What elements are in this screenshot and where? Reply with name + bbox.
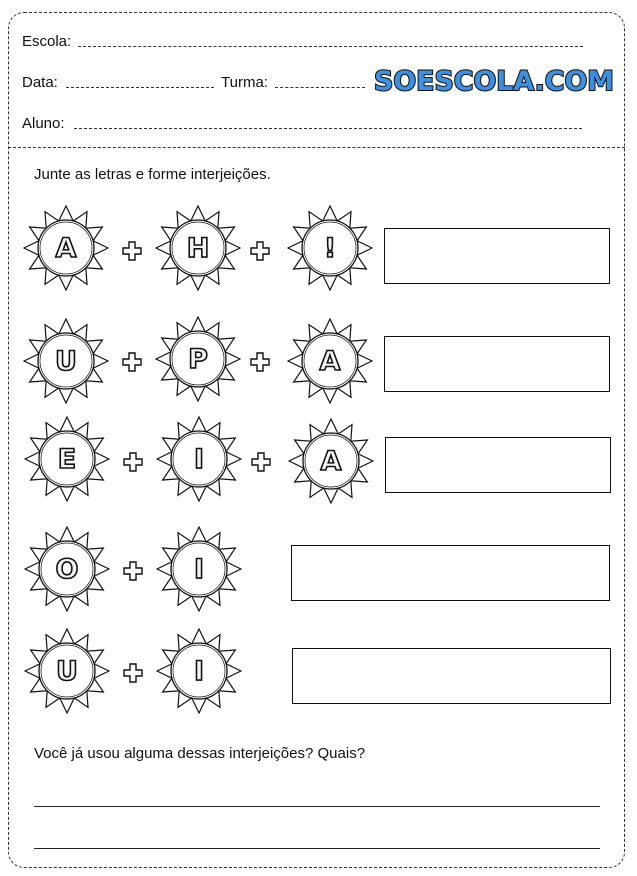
letter-sun-badge xyxy=(23,318,109,404)
plus-sign xyxy=(123,452,143,472)
sun-letter: U xyxy=(56,656,78,687)
plus-sign xyxy=(250,241,270,261)
date-field[interactable] xyxy=(66,87,214,88)
answer-line[interactable] xyxy=(34,848,600,849)
answer-box[interactable] xyxy=(291,545,610,601)
sun-letter: H xyxy=(186,233,210,264)
letter-sun-badge xyxy=(156,628,242,714)
sun-letter: I xyxy=(193,554,205,585)
school-label: Escola: xyxy=(22,33,72,50)
plus-sign xyxy=(122,241,142,261)
date-label: Data: xyxy=(22,74,58,91)
sun-letter: I xyxy=(193,444,205,475)
plus-sign xyxy=(251,452,271,472)
letter-sun-badge xyxy=(155,205,241,291)
class-field[interactable] xyxy=(275,87,365,88)
letter-sun-badge xyxy=(287,318,373,404)
letter-sun-badge xyxy=(287,205,373,291)
plus-sign xyxy=(122,352,142,372)
header-divider xyxy=(8,147,625,148)
letter-sun-badge xyxy=(23,205,109,291)
letter-sun-badge xyxy=(156,416,242,502)
letter-sun-badge xyxy=(155,316,241,402)
school-field[interactable] xyxy=(78,46,583,47)
sun-letter: A xyxy=(55,233,77,264)
letter-sun-badge xyxy=(24,628,110,714)
plus-sign xyxy=(123,663,143,683)
answer-box[interactable] xyxy=(384,228,610,284)
sun-letter: O xyxy=(55,554,79,585)
sun-letter: A xyxy=(319,346,341,377)
answer-line[interactable] xyxy=(34,806,600,807)
student-label: Aluno: xyxy=(22,115,65,132)
sun-letter: A xyxy=(320,446,342,477)
letter-sun-badge xyxy=(24,526,110,612)
letter-sun-badge xyxy=(156,526,242,612)
soescola-logo xyxy=(372,63,617,97)
sun-letter: E xyxy=(57,444,77,475)
student-field[interactable] xyxy=(74,128,582,129)
plus-sign xyxy=(123,561,143,581)
class-label: Turma: xyxy=(221,74,268,91)
sun-letter: P xyxy=(188,344,208,375)
instruction-text: Junte as letras e forme interjeições. xyxy=(34,166,271,183)
sun-letter: U xyxy=(55,346,77,377)
sun-letter: I xyxy=(193,656,205,687)
answer-box[interactable] xyxy=(385,437,611,493)
letter-sun-badge xyxy=(288,418,374,504)
answer-box[interactable] xyxy=(292,648,611,704)
answer-box[interactable] xyxy=(384,336,610,392)
question-text: Você já usou alguma dessas interjeições? Quais? xyxy=(34,745,366,762)
letter-sun-badge xyxy=(24,416,110,502)
sun-letter: ! xyxy=(323,233,337,264)
plus-sign xyxy=(250,352,270,372)
logo-text: SOESCOLA.COM xyxy=(374,66,614,97)
